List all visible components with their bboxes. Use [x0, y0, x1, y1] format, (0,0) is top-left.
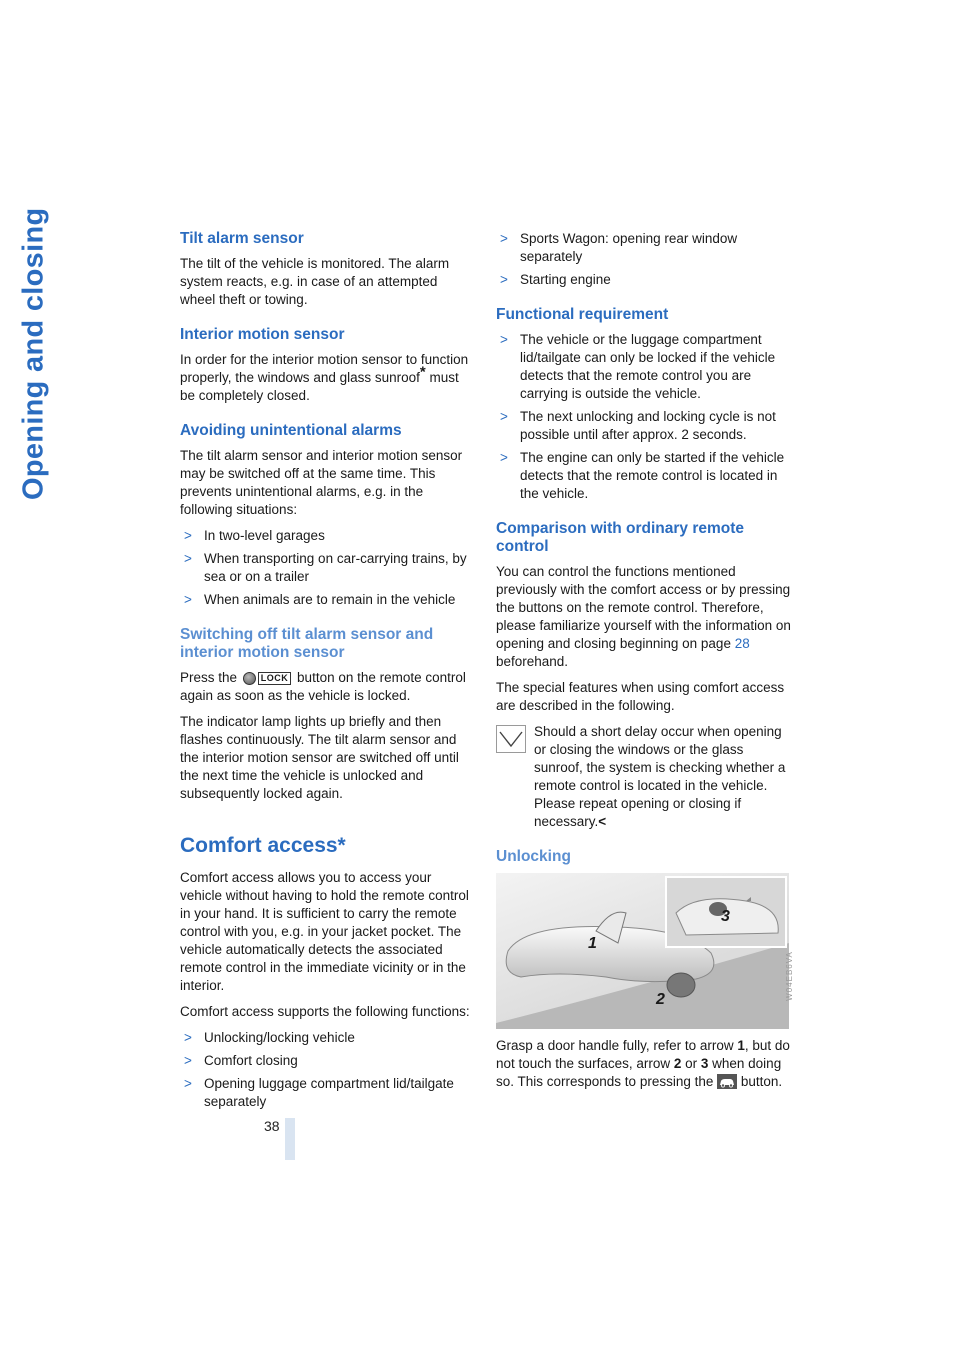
arrow-3-label: 3 [721, 908, 730, 925]
grasp-handle-text: Grasp a door handle fully, refer to arrow 1, but do not touch the surfaces, arrow 2 or 3 when doing so. This corresponds to pressing the button. [496, 1038, 790, 1089]
list-item: > Sports Wagon: opening rear window separately [500, 231, 738, 264]
indicator-lamp-text: The indicator lamp lights up briefly and then flashes continuously. The tilt alarm sensor and the interior motion sensor are switched off until the next time the vehicle is unlocked and subsequently locked again. [180, 714, 459, 801]
comparison-text: You can control the functions mentioned previously with the comfort access or by pressing the buttons on the remote control. Therefore, please familiarize yourself with the information on opening and closing beginning on page 28 beforehand. [496, 564, 791, 669]
page-number: 38 [264, 1118, 280, 1134]
optional-equipment-star: * [419, 363, 426, 381]
list-item: > The vehicle or the luggage compartment lid/tailgate can only be locked if the vehicle detects that the remote control you are carrying is outside the vehicle. [500, 332, 776, 401]
list-item: > In two-level garages [184, 528, 325, 543]
list-item: > When animals are to remain in the vehicle [184, 592, 456, 607]
tilt-alarm-heading: Tilt alarm sensor [180, 230, 304, 247]
caution-note: Should a short delay occur when opening or closing the windows or the glass sunroof, the system is checking whether a remote control is located in the vehicle. Please repeat opening or closing if necessary.< [496, 723, 792, 831]
door-handle-illustration [496, 873, 789, 1029]
comfort-access-text: Comfort access allows you to access your vehicle without having to hold the remote control in your hand. It is sufficient to carry the remote control with you, e.g. in your jacket pocket. The vehicle automatically detects the associated remote control in the immediate vicinity or in the interior. [180, 870, 469, 993]
left-column [180, 230, 475, 1119]
door-handle-figure [496, 873, 795, 1029]
switching-off-text: Press the LOCK button on the remote control again as soon as the vehicle is locked. [180, 670, 466, 703]
list-item: > Unlocking/locking vehicle [184, 1030, 355, 1045]
comparison-heading: Comparison with ordinary remote control [496, 520, 745, 555]
arrow-1-label: 1 [588, 935, 597, 952]
unlocking-heading: Unlocking [496, 848, 571, 865]
interior-motion-heading: Interior motion sensor [180, 326, 345, 343]
list-item: > When transporting on car-carrying trains, by sea or on a trailer [184, 551, 467, 584]
list-item: > The engine can only be started if the vehicle detects that the remote control is located in the vehicle. [500, 450, 785, 501]
list-item: > Comfort closing [184, 1053, 298, 1068]
car-open-icon [717, 1074, 737, 1089]
page-number-bar [285, 1118, 295, 1160]
comfort-supports-text: Comfort access supports the following functions: [180, 1004, 470, 1019]
avoiding-alarms-text: The tilt alarm sensor and interior motion sensor may be switched off at the same time. This prevents unintentional alarms, e.g. in the following situations: [180, 448, 463, 517]
caution-note-icon [496, 725, 526, 753]
arrow-2-label: 2 [656, 991, 665, 1008]
side-section-title: Opening and closing [17, 208, 50, 501]
list-item: > Opening luggage compartment lid/tailgate separately [184, 1076, 454, 1109]
right-column [496, 230, 795, 1099]
switching-off-heading: Switching off tilt alarm sensor and interior motion sensor [180, 626, 434, 661]
comfort-access-heading: Comfort access* [180, 834, 346, 857]
comfort-functions-list [180, 1029, 475, 1111]
special-features-text: The special features when using comfort access are described in the following. [496, 680, 785, 713]
interior-motion-text: In order for the interior motion sensor to function properly, the windows and glass sunroof* must be completely closed. [180, 352, 469, 403]
comfort-functions-list-continued [496, 230, 792, 289]
avoid-situations-list [180, 527, 475, 609]
list-item: > The next unlocking and locking cycle is not possible until after approx. 2 seconds. [500, 409, 776, 442]
functional-requirement-list [496, 331, 792, 503]
avoiding-alarms-heading: Avoiding unintentional alarms [180, 422, 402, 439]
list-item: > Starting engine [500, 272, 611, 287]
lock-label: LOCK [258, 672, 292, 685]
functional-requirement-heading: Functional requirement [496, 306, 669, 323]
page-28-link[interactable]: 28 [734, 636, 750, 651]
figure-code: W04EB6VA [785, 951, 795, 1001]
tilt-alarm-text: The tilt of the vehicle is monitored. The alarm system reacts, e.g. in case of an attempted wheel theft or towing. [180, 256, 450, 307]
remote-button-icon [243, 672, 292, 685]
